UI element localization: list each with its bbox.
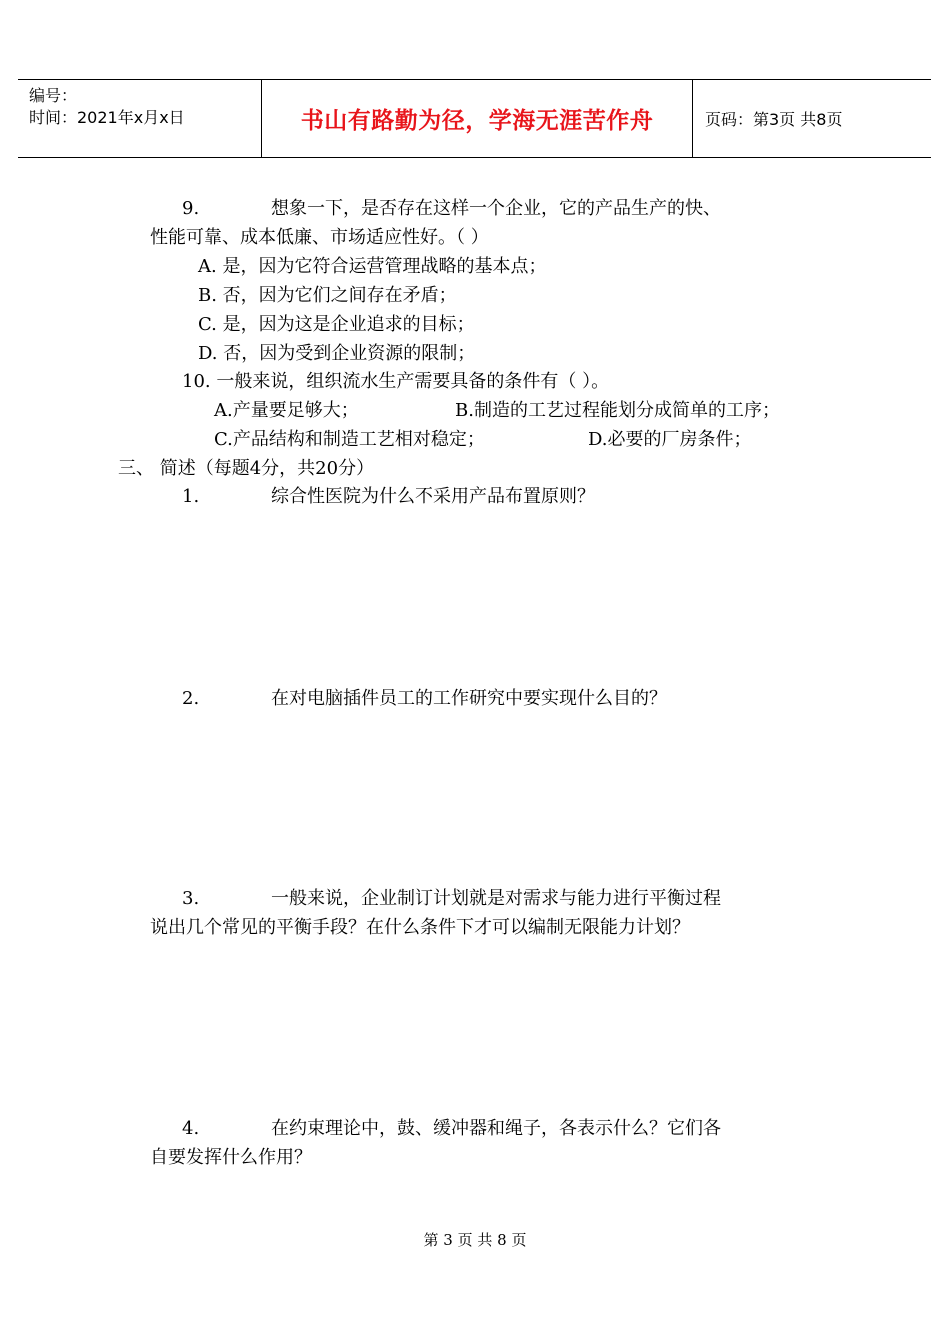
q9-option-b: B. 否，因为它们之间存在矛盾； xyxy=(198,285,457,306)
page-header xyxy=(18,79,931,158)
sa3-text-line1: 一般来说，企业制订计划就是对需求与能力进行平衡过程 xyxy=(271,888,721,909)
q9-number: 9. xyxy=(182,198,200,219)
sa2-number: 2. xyxy=(182,688,200,709)
q9-stem-line2: 性能可靠、成本低廉、市场适应性好。（ ） xyxy=(150,227,489,248)
q10-option-d: D.必要的厂房条件； xyxy=(588,429,752,450)
sa1-number: 1. xyxy=(182,486,200,507)
page-footer: 第 3 页 共 8 页 xyxy=(423,1231,527,1249)
sa4-text-line1: 在约束理论中，鼓、缓冲器和绳子，各表示什么？它们各 xyxy=(271,1118,721,1139)
q10-option-b: B.制造的工艺过程能划分成简单的工序； xyxy=(455,400,780,421)
document-time-label: 时间：2021年x月x日 xyxy=(29,108,185,127)
sa4-number: 4. xyxy=(182,1118,200,1139)
sa2-text: 在对电脑插件员工的工作研究中要实现什么目的？ xyxy=(271,688,667,709)
sa3-text-line2: 说出几个常见的平衡手段？在什么条件下才可以编制无限能力计划？ xyxy=(150,917,690,938)
document-number-label: 编号： xyxy=(29,86,78,105)
q9-option-c: C. 是，因为这是企业追求的目标； xyxy=(198,314,475,335)
q10-option-a: A.产量要足够大； xyxy=(214,400,359,421)
sa4-text-line2: 自要发挥什么作用？ xyxy=(150,1147,312,1168)
q9-option-d: D. 否，因为受到企业资源的限制； xyxy=(198,343,476,364)
q10-stem: 10. 一般来说，组织流水生产需要具备的条件有（ ）。 xyxy=(182,371,610,392)
header-motto: 书山有路勤为径，学海无涯苦作舟 xyxy=(262,80,693,157)
section3-heading: 三、 简述（每题4分，共20分） xyxy=(118,458,375,479)
sa1-text: 综合性医院为什么不采用产品布置原则？ xyxy=(271,486,595,507)
q9-option-a: A. 是，因为它符合运营管理战略的基本点； xyxy=(198,256,547,277)
sa3-number: 3. xyxy=(182,888,200,909)
q9-stem-line1: 想象一下，是否存在这样一个企业，它的产品生产的快、 xyxy=(271,198,721,219)
header-page-info: 页码：第3页 共8页 xyxy=(705,110,843,129)
q10-option-c: C.产品结构和制造工艺相对稳定； xyxy=(214,429,485,450)
header-meta xyxy=(18,80,262,157)
